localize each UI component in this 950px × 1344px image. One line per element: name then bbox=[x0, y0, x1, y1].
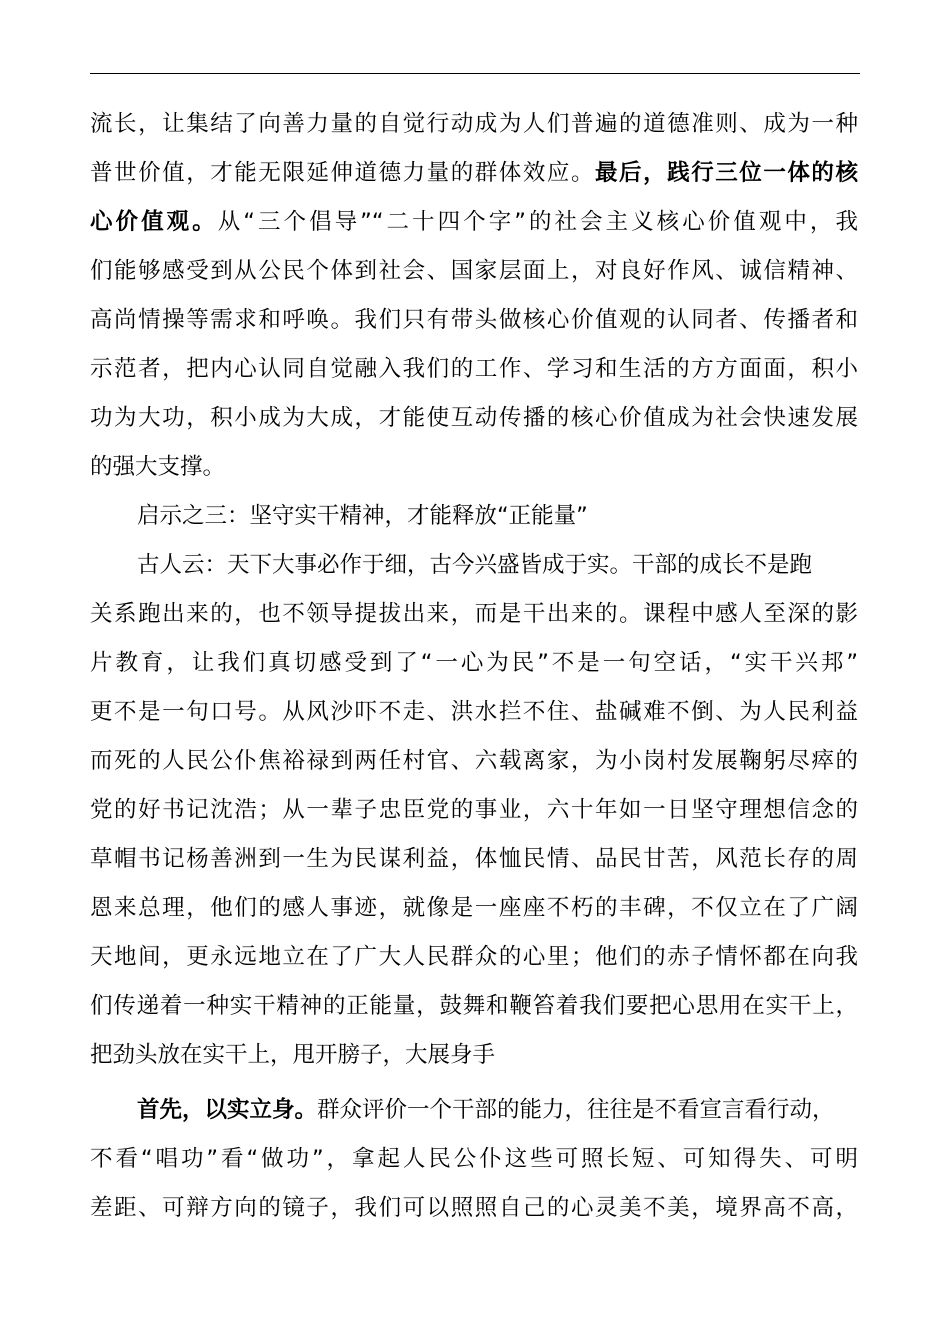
text-line bbox=[90, 639, 858, 688]
text-line bbox=[90, 198, 858, 247]
body-text: 片教育，让我们真切感受到了“一心为民”不是一句空话，“实干兴邦” bbox=[90, 650, 858, 676]
body-text: 关系跑出来的，也不领导提拔出来，而是干出来的。课程中感人至深的影 bbox=[90, 601, 858, 627]
body-text: 流长，让集结了向善力量的自觉行动成为人们普遍的道德准则、成为一种 bbox=[90, 111, 858, 137]
text-line bbox=[90, 933, 858, 982]
text-line bbox=[90, 296, 858, 345]
body-text: 功为大功，积小成为大成，才能使互动传播的核心价值成为社会快速发展 bbox=[90, 405, 858, 431]
text-line bbox=[90, 835, 858, 884]
text-line bbox=[90, 884, 858, 933]
body-text: 的强大支撑。 bbox=[90, 454, 226, 480]
text-line bbox=[90, 345, 858, 394]
text-line bbox=[90, 1184, 858, 1233]
text-line bbox=[90, 492, 862, 541]
text-line bbox=[90, 737, 858, 786]
text-line bbox=[90, 100, 858, 149]
text-line bbox=[90, 394, 858, 443]
body-text: 更不是一句口号。从风沙吓不走、洪水拦不住、盐碱难不倒、为人民利益 bbox=[90, 699, 858, 725]
text-line bbox=[90, 149, 858, 198]
text-line bbox=[90, 541, 862, 590]
text-line bbox=[90, 982, 858, 1031]
body-text: 普世价值，才能无限延伸道德力量的群体效应。 bbox=[90, 160, 595, 186]
body-text: 差距、可辩方向的镜子，我们可以照照自己的心灵美不美，境界高不高， bbox=[90, 1195, 858, 1221]
body-text: 示范者，把内心认同自觉融入我们的工作、学习和生活的方方面面，积小 bbox=[90, 356, 858, 382]
text-line bbox=[90, 1135, 858, 1184]
text-line bbox=[90, 1086, 862, 1135]
body-text: 们传递着一种实干精神的正能量，鼓舞和鞭笞着我们要把心思用在实干上， bbox=[90, 993, 858, 1019]
text-line bbox=[90, 443, 862, 492]
body-text: 不看“唱功”看“做功”，拿起人民公仆这些可照长短、可知得失、可明 bbox=[90, 1146, 858, 1172]
bold-text: 心价值观。 bbox=[90, 209, 218, 235]
body-text: 启示之三：坚守实干精神，才能释放“正能量” bbox=[137, 503, 588, 529]
body-text: 草帽书记杨善洲到一生为民谋利益，体恤民情、品民甘苦，风范长存的周 bbox=[90, 846, 858, 872]
bold-text: 最后，践行三位一体的核 bbox=[595, 160, 858, 186]
text-line bbox=[90, 590, 858, 639]
body-text: 而死的人民公仆焦裕禄到两任村官、六载离家，为小岗村发展鞠躬尽瘁的 bbox=[90, 748, 858, 774]
body-text: 天地间，更永远地立在了广大人民群众的心里；他们的赤子情怀都在向我 bbox=[90, 944, 858, 970]
body-text: 恩来总理，他们的感人事迹，就像是一座座不朽的丰碑，不仅立在了广阔 bbox=[90, 895, 858, 921]
body-text: 党的好书记沈浩；从一辈子忠臣党的事业，六十年如一日坚守理想信念的 bbox=[90, 797, 858, 823]
body-text: 高尚情操等需求和呼唤。我们只有带头做核心价值观的认同者、传播者和 bbox=[90, 307, 858, 333]
body-text: 古人云：天下大事必作于细，古今兴盛皆成于实。干部的成长不是跑 bbox=[137, 552, 813, 578]
text-line bbox=[90, 1031, 862, 1080]
body-text: 从“三个倡导”“二十四个字”的社会主义核心价值观中，我 bbox=[217, 209, 858, 235]
text-line bbox=[90, 688, 858, 737]
header-rule bbox=[90, 73, 860, 74]
body-text: 群众评价一个干部的能力，往往是不看宣言看行动， bbox=[317, 1097, 835, 1123]
body-text: 们能够感受到从公民个体到社会、国家层面上，对良好作风、诚信精神、 bbox=[90, 258, 858, 284]
text-line bbox=[90, 247, 858, 296]
text-line bbox=[90, 786, 858, 835]
body-text: 把劲头放在实干上，甩开膀子，大展身手 bbox=[90, 1042, 496, 1068]
bold-text: 首先，以实立身。 bbox=[137, 1097, 318, 1123]
document-body bbox=[90, 100, 862, 1233]
